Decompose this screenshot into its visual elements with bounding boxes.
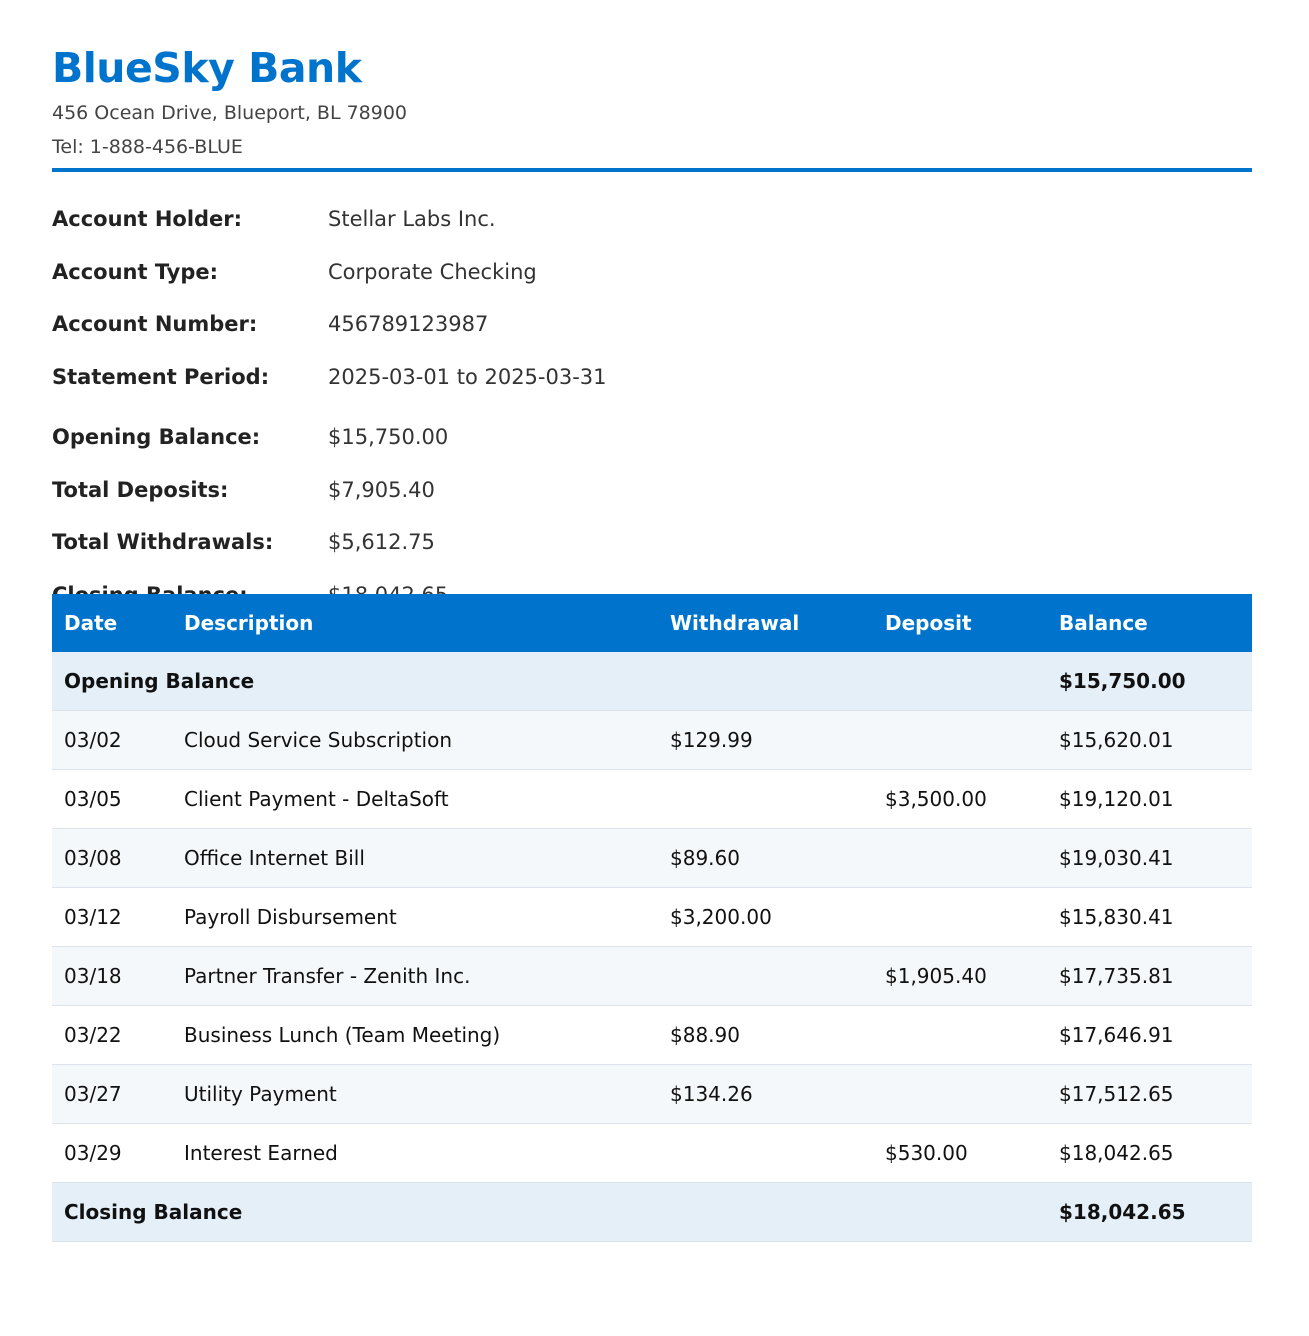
cell-description: Cloud Service Subscription xyxy=(172,711,658,770)
column-header-withdrawal: Withdrawal xyxy=(658,594,873,652)
cell-deposit xyxy=(873,829,1047,888)
account-holder-label: Account Holder: xyxy=(52,207,243,231)
cell-balance: $19,120.01 xyxy=(1047,770,1252,829)
cell-balance: $17,646.91 xyxy=(1047,1006,1252,1065)
cell-description: Business Lunch (Team Meeting) xyxy=(172,1006,658,1065)
statement-page xyxy=(52,0,1252,1224)
opening-balance-label: Opening Balance: xyxy=(52,425,261,449)
table-row xyxy=(52,947,1252,1006)
cell-description: Client Payment - DeltaSoft xyxy=(172,770,658,829)
cell-date: 03/29 xyxy=(52,1124,172,1183)
cell-date: 03/18 xyxy=(52,947,172,1006)
cell-deposit: $1,905.40 xyxy=(873,947,1047,1006)
cell-balance: $17,512.65 xyxy=(1047,1065,1252,1124)
total-withdrawals-row xyxy=(52,527,1252,580)
account-type-row xyxy=(52,257,1252,310)
table-row xyxy=(52,1006,1252,1065)
closing-balance-cell-label: Closing Balance xyxy=(52,1183,1047,1242)
summary-spacer xyxy=(52,414,1252,422)
statement-period-label: Statement Period: xyxy=(52,364,270,389)
table-row xyxy=(52,829,1252,888)
opening-balance-cell-value: $15,750.00 xyxy=(1047,652,1252,711)
cell-withdrawal xyxy=(658,1124,873,1183)
cell-deposit xyxy=(873,888,1047,947)
account-holder-value: Stellar Labs Inc. xyxy=(328,207,496,231)
opening-balance-value: $15,750.00 xyxy=(328,425,449,449)
transactions-table xyxy=(52,594,1252,1242)
bank-phone: Tel: 1-888-456-BLUE xyxy=(52,136,243,158)
cell-balance: $19,030.41 xyxy=(1047,829,1252,888)
cell-withdrawal: $3,200.00 xyxy=(658,888,873,947)
statement-header xyxy=(52,0,1252,172)
cell-description: Utility Payment xyxy=(172,1065,658,1124)
total-deposits-label: Total Deposits: xyxy=(52,477,229,502)
opening-balance-cell-label: Opening Balance xyxy=(52,652,1047,711)
column-header-description: Description xyxy=(172,594,658,652)
cell-withdrawal xyxy=(658,770,873,829)
table-row xyxy=(52,711,1252,770)
table-row xyxy=(52,1065,1252,1124)
statement-period-value: 2025-03-01 to 2025-03-31 xyxy=(328,364,607,389)
statement-period-row xyxy=(52,362,1252,415)
cell-date: 03/27 xyxy=(52,1065,172,1124)
total-withdrawals-label: Total Withdrawals: xyxy=(52,530,274,554)
cell-description: Payroll Disbursement xyxy=(172,888,658,947)
cell-date: 03/02 xyxy=(52,711,172,770)
account-number-value: 456789123987 xyxy=(328,312,489,336)
cell-date: 03/05 xyxy=(52,770,172,829)
account-number-row xyxy=(52,309,1252,362)
cell-description: Interest Earned xyxy=(172,1124,658,1183)
cell-withdrawal: $88.90 xyxy=(658,1006,873,1065)
cell-date: 03/08 xyxy=(52,829,172,888)
cell-date: 03/22 xyxy=(52,1006,172,1065)
table-row xyxy=(52,770,1252,829)
account-holder-row xyxy=(52,204,1252,257)
cell-description: Partner Transfer - Zenith Inc. xyxy=(172,947,658,1006)
cell-deposit xyxy=(873,1065,1047,1124)
table-row xyxy=(52,1124,1252,1183)
cell-description: Office Internet Bill xyxy=(172,829,658,888)
total-deposits-value: $7,905.40 xyxy=(328,477,435,502)
cell-date: 03/12 xyxy=(52,888,172,947)
cell-balance: $17,735.81 xyxy=(1047,947,1252,1006)
cell-deposit xyxy=(873,1006,1047,1065)
account-type-label: Account Type: xyxy=(52,259,219,284)
column-header-deposit: Deposit xyxy=(873,594,1047,652)
account-type-value: Corporate Checking xyxy=(328,259,537,284)
opening-balance-row xyxy=(52,422,1252,475)
bank-name: BlueSky Bank xyxy=(52,44,362,92)
closing-balance-cell-value: $18,042.65 xyxy=(1047,1183,1252,1242)
cell-balance: $15,620.01 xyxy=(1047,711,1252,770)
closing-balance-table-row xyxy=(52,1183,1252,1242)
cell-balance: $18,042.65 xyxy=(1047,1124,1252,1183)
total-deposits-row xyxy=(52,475,1252,528)
account-number-label: Account Number: xyxy=(52,312,258,336)
bank-address: 456 Ocean Drive, Blueport, BL 78900 xyxy=(52,102,408,124)
cell-balance: $15,830.41 xyxy=(1047,888,1252,947)
cell-withdrawal xyxy=(658,947,873,1006)
total-withdrawals-value: $5,612.75 xyxy=(328,530,435,554)
table-row xyxy=(52,888,1252,947)
cell-withdrawal: $89.60 xyxy=(658,829,873,888)
account-summary xyxy=(52,204,1252,632)
opening-balance-table-row xyxy=(52,652,1252,711)
column-header-date: Date xyxy=(52,594,172,652)
cell-withdrawal: $129.99 xyxy=(658,711,873,770)
cell-deposit xyxy=(873,711,1047,770)
table-header-row xyxy=(52,594,1252,652)
column-header-balance: Balance xyxy=(1047,594,1252,652)
cell-deposit: $3,500.00 xyxy=(873,770,1047,829)
cell-withdrawal: $134.26 xyxy=(658,1065,873,1124)
cell-deposit: $530.00 xyxy=(873,1124,1047,1183)
